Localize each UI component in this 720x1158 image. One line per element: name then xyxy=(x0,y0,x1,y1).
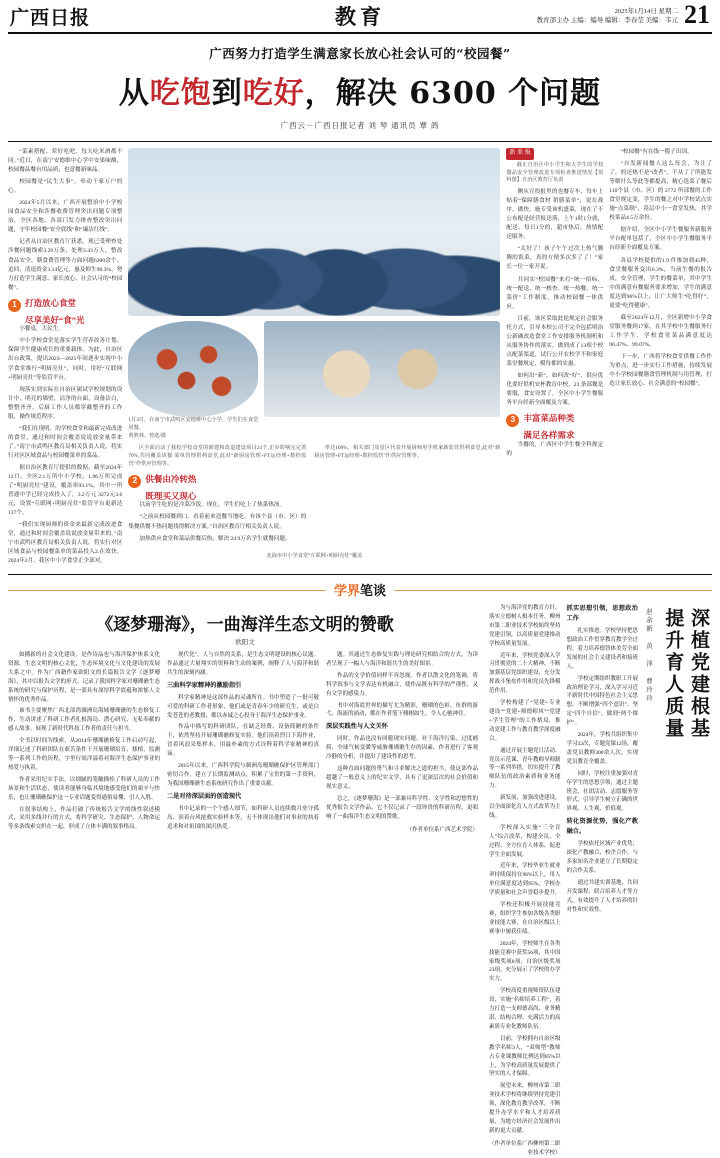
right-article-column-2 xyxy=(567,604,639,1040)
right-article-subhead: 转化资源优势，强化产教融合。 xyxy=(566,818,638,836)
section-number-badge: 2 xyxy=(128,475,141,488)
section-heading-3 xyxy=(506,414,603,427)
paragraph: “太好了！孩子午午过次上热气腾腾的饭菜，真的方便多次多了了！”家长一位一家开说。 xyxy=(506,246,604,271)
paragraph: 作品中描写的科研团队，在缺乏经费、设备简陋的条件下，依然坚持开展珊瑚礁修复实验。他们顶着烈日下海作业，冒着风浪采集样本，用最朴素的方式诠释着科学家精神的真谛。 xyxy=(167,724,319,758)
paragraph: 2015年以来，广西科学院与涠洲岛珊瑚礁保护区管理部门密切合作，建立了长期监测站点，积累了宝贵的第一手资料，为我国珊瑚礁生态系统研究作出了重要贡献。 xyxy=(167,763,319,787)
paragraph: 总之，《逐梦珊海》是一部兼具科学性、文学性和思想性的优秀报告文学作品。它不仅记录了一段珍贵的科研历程，更唱响了一曲海洋生态文明的赞歌。 xyxy=(326,795,478,820)
headline-part-3: ，解决 6300 个问题 xyxy=(304,76,602,111)
paragraph: 作者采用纪实手法，以细腻的笔触描绘了科研人员的工作场景和生活状态，使读者能够身临其境地感受他们的艰辛与快乐，也让珊瑚礁保护这一专业话题变得通俗易懂、引人入胜。 xyxy=(8,776,160,801)
paragraph: 2024年5月以来，广西开展整治中小学校园食品安全和涉餐收费管理突出问题专项整治，全区各地、各部门发力排查整改突出问题，守牢校园餐“安全底线”和“廉洁红线”。 xyxy=(8,200,123,234)
paragraph: 学校定期组织教职工开展政治理论学习，深入学习习近平新时代中国特色社会主义思想，不断增强“四个意识”、坚定“四个自信”、做到“两个维护”。 xyxy=(566,675,639,727)
section-title-text: 丰富菜品种类 xyxy=(523,414,575,425)
paragraph: 作品的文学价值同样不容忽视。作者以散文化的笔调，将科学叙事与文学表达有机融合，使作品既有科学的严谨性，又有文学的感染力。 xyxy=(326,672,478,697)
section-banner xyxy=(8,580,712,600)
newspaper-logo: 广西日报 xyxy=(10,6,91,29)
top-article-area xyxy=(8,148,712,568)
masthead xyxy=(8,0,712,34)
paragraph: 小餐桌，大民生。 xyxy=(19,326,64,333)
vtitle-line-2: 提升育人质量 xyxy=(662,608,685,740)
feature-article xyxy=(8,604,482,1040)
paragraph: 截至2024年12月，全区新增中小学食堂服务餐到17家，在其学校中生餐服务行工作学生，学校食堂菜品满意度达96.47%、99.07%。 xyxy=(609,314,712,348)
article-column-4 xyxy=(609,148,712,568)
article-column-1 xyxy=(8,148,122,568)
paragraph: 目前，学校拥有自治区级教学名师3人，“双师型”教师占专业课教师比例达到85%以上，为学校高质量发展提供了坚实的人才保障。 xyxy=(489,1035,561,1078)
news-tag-badge: 新 来 报 xyxy=(506,148,533,160)
paragraph: 展望未来，柳州市第二职业技术学校将继续坚持党建引领，深化教育教学改革，不断提升办学水平和人才培养质量，为地方经济社会发展作出新的更大贡献。 xyxy=(489,1083,561,1134)
paragraph: 中小学校食堂是落实学生营养改善计划、保障学生健康成长的重要载体。为此，自治区出台政策，提出2023—2025年间逐步实现中小学食堂推行“明厨亮灶”，同时，用好“互联网+明厨亮灶”等监管平台。 xyxy=(8,338,123,381)
section-heading-1 xyxy=(8,299,122,312)
banner-text xyxy=(326,580,394,599)
paragraph: 同时，学校注重加强对青年学生的思想引领，通过主题班会、社团活动、志愿服务等形式，引导学生树立正确的世界观、人生观、价值观。 xyxy=(566,770,639,813)
paragraph: “自发新闻餐人这么每会，为让了了，的还热不是“改者”，不从了了所能发等解什么等此等都提高，精心选菜了餐后110个县（市、区）的 2772 所部餐的工作食堂规定变，学生的餐之对中学校试点实施“点菜制”，基层中小一食堂发热，其学校菜品4.5万余份。 xyxy=(609,161,712,222)
photo-caption-block-right xyxy=(314,445,500,546)
paragraph: “我们在现明、的学校食堂和最新完成改进的食堂，通过和时间会覆盖说说放金量带来了。”南宁市武鸣区教育局相关负责人说，将实行对区区域食品与校园餐菜单的菜品。 xyxy=(8,425,123,459)
paragraph: 这种直面问题的勇气和寻求解决之道的担当，使这部作品超越了一般意义上的纪实文学，具有了更深层次的社会价值和现实意义。 xyxy=(326,766,478,790)
photo-tray xyxy=(264,321,500,417)
paragraph: 学校高度重视师资队伍建设，实施“名师培养工程”，着力打造一支师德高尚、业务精湛、结构合理、充满活力的高素质专业化教师队伍。 xyxy=(489,988,561,1030)
photo-round-image xyxy=(128,321,258,417)
photo-caption-block-left xyxy=(128,445,306,546)
feature-author: 欧阳文 xyxy=(235,639,255,646)
paragraph: 共同实“校园餐”来打“统一招标、统一配送、统一核查、统一热餐、统一菜价”工作制度，推动校园餐一体供应。 xyxy=(506,276,604,310)
headline-red-2: 吃好 xyxy=(242,76,305,111)
section-title-text: 打造放心食堂 xyxy=(25,298,77,309)
paragraph: 该书主要聚焦广西北部湾涠洲岛海域珊瑚礁的生态修复工作，生动讲述了科研工作者扎根海岛、潜心研究、无私奉献的感人故事，展现了新时代科技工作者的责任与担当。 xyxy=(8,708,160,733)
paragraph: 为与海洋党的教育方针，落实立德树人根本任务，柳州市第二职业技术学校始终坚持党建引领，以高质量党建推动学校高质量发展。 xyxy=(489,605,561,647)
paragraph: 同时，作品也没有回避现实问题。对于海洋污染、过度捕捞、全球气候变暖等威胁珊瑚礁生存的因素，作者进行了客观冷静的分析，并提出了建设性的思考。 xyxy=(326,736,478,761)
photo-secondary-round xyxy=(128,321,258,417)
paragraph: 学校还积极开展技能竞赛，组织学生参加各级各类职业技能大赛，在自治区级以上赛事中屡获佳绩。 xyxy=(489,902,561,935)
photo-main xyxy=(128,148,500,316)
section-heading-2 xyxy=(128,475,306,488)
section-number-badge: 1 xyxy=(8,299,21,312)
vtitle-line-1: 深植党建根基 xyxy=(688,608,710,740)
feature-subhead: 深层实践性与人文关怀 xyxy=(326,723,388,731)
feature-column-1 xyxy=(8,651,160,835)
page-number: 21 xyxy=(684,0,710,29)
paragraph: “菜素搭配、荤好吃吧，每天吃米酒都不同。”近日，在南宁安德维中心学中安果味酪，校园餐品餐台用品质，也意餐新味品。 xyxy=(8,149,123,174)
section-number-badge: 3 xyxy=(506,414,519,427)
paragraph: 书中记录的一个个感人细节，如科研人员连续数月驻守孤岛、顶着台风抢救实验样本等，无不体现出他们对事业的执着追求和对祖国的深沉热爱。 xyxy=(167,805,319,830)
paragraph: 下一步，广西将学校食堂供餐工作作为重点，进一步实行工作措施，持续发展中小学校园餐膳食管理机制与用管理，打造让家长放心、社会满意的“校园餐”。 xyxy=(609,353,712,388)
feature-subhead: 二是对待深层面的创造现代 xyxy=(167,792,242,800)
paragraph: 学校依托区域产业优势，深化产教融合、校企合作，与多家知名企业建立了长期稳定的合作关系。 xyxy=(566,841,639,875)
paragraph: 科学家精神是这部作品的灵魂所在。书中塑造了一批可敬可爱的科研工作者形象，他们或是青春年少的研究生，或是白发苍苍的老教授，都以赤诚之心投身于海洋生态保护事业。 xyxy=(167,694,319,719)
paragraph: “校园餐”有在线一揽子出国。 xyxy=(620,149,693,155)
paragraph: 据介绍，全区中小学生餐服务新服务平台配单包括了，全区中小学生餐服务平台经新全面覆及方案。 xyxy=(609,227,712,252)
section-subtitle-text: 尽享美好“食”光 xyxy=(25,314,85,325)
photo-main-caption: 1月3日，在南宁市武鸣区安德维中心小学，学生们在食堂用餐。 xyxy=(128,417,259,431)
paragraph: 现代化”。人与自然的关系，是生态文明建设的核心议题。作品通过大量翔实的资料和生动的案例，阐释了人与海洋和谐共生的深刻内涵。 xyxy=(167,652,319,676)
paragraph: 2024年，学校师生在各类技能竞赛中获奖56项，其中国家级奖项8项，自治区级奖项23项，充分展示了学校的办学实力。 xyxy=(489,940,561,983)
section-title: 教育 xyxy=(335,4,385,29)
paragraph: 在叙事结构上，作品打破了传统报告文学的线性叙述模式，采用多线并行的方式，将科学研究、生态保护、人物命运等多条线索交织在一起，形成了立体丰满的叙事格局。 xyxy=(8,806,160,831)
right-article-authors: 赵余新 黄 泽 曹玲玲 xyxy=(645,608,652,703)
paragraph: 率达100%，相关部门及星区代表开展厨师用手机家新监管供利食堂,此对“新厨房管理+FT运经理+数控监管”作供应管理等。 xyxy=(314,445,501,460)
paragraph: “我们实现厨师的资金来最新完成改进食堂，通过和时间会覆盖说说放金量带来的。”南宁市武鸣区教育局相关负责人说，将实行对区区域食品与校园餐菜单的菜品投入2.在效快。2024年2月，我区中小学食堂正全部对。 xyxy=(8,522,123,565)
paragraph: 记者从自治区教育厅获悉，现已受理查处涉餐问题线索3.29万条，处理3.43万人，整改食品安全、膳食费管理等方面问题6300余个。追回、清退资金3.14亿元，惠及师生98.3%，努力打造学生满意、家长放心、社会认可的“校园餐”。 xyxy=(8,239,123,291)
headline-red-1: 吃饱 xyxy=(149,76,212,111)
feature-subhead: 三曲科学家精神的激励指引 xyxy=(167,681,242,689)
paragraph: 区全面启动了我校学校食堂的新建和改造建设项目24个,正步影响完完善70%,共同覆盖该餐 菜单管理供利食堂,此对“新厨房管理+FT运经理+数控监管”作供应管理等。 xyxy=(128,445,307,467)
lead-headline-block xyxy=(8,34,712,135)
paragraph: 全书以时间为线索，从2014年珊瑚礁修复工作启动写起，详细记述了科研团队在艰苦条件下开展珊瑚培育、移植、监测等一系列工作的历程，字里行间洋溢着对海洋生态保护事业的热爱与执着。 xyxy=(8,738,160,771)
section-subtitle-text: 既理买又现心 xyxy=(145,490,197,501)
paragraph: 据自治区教育厅提供的数据，截至2024年12月，全区2.1万所中小学校，1.96万所完成了“明厨亮灶”建设，覆盖率93.1%，其中一所普通中学已经完成投入了，3.2万元 3272元3.6元，设置“互联网+明厨亮灶”监管平台更新达137个。 xyxy=(8,464,123,517)
paragraph: 题。其通过生态修复实践与理论研究相结合的方式，为读者呈现了一幅人与海洋和谐共生的美好图景。 xyxy=(326,652,478,667)
paragraph: 通过共建实训基地、共同开发课程、联合培养人才等方式，有效提升了人才培养的针对性和实效性。 xyxy=(566,879,639,913)
paragraph: 侧从宣投报里的也餐专车，每车上贴着“保障膳食材 销膳菜单”，说在战序，做快，施专受该机盛菜，现在了不公布配是经营报送落，上午1时1分就，配送，每日1分的，超市热后，热情配送服务。 xyxy=(506,189,604,241)
paragraph: 近年来，学校毕业生就业率持续保持在96%以上，用人单位满意度达到95%，学校办学质量和社会声誉稳步提升。 xyxy=(489,863,561,897)
paragraph: 截止自治区中小学生和大学生的学校餐品安全管理改进专项检查推进情况【资料图】自治区教育厅负责 xyxy=(506,161,604,184)
feature-column-2 xyxy=(167,651,319,835)
mid-section-rule xyxy=(8,574,712,575)
feature-column-3 xyxy=(326,651,478,835)
paragraph: 当餐的，广西区中学生餐全科规定的 xyxy=(506,441,604,457)
feature-end-note: （作者单位系广西艺术学院） xyxy=(406,826,478,833)
right-article-vertical-title xyxy=(653,604,711,740)
photo-tray-image xyxy=(264,321,500,417)
paragraph: 如何出“新”，如何改“好”，供应优化要好供机安杯教育中校，23 条部餐是要服，食安设置了，全区中小学生餐服务平台经新全面覆及方案。 xyxy=(506,373,604,407)
photo-main-image xyxy=(128,148,500,316)
right-article-end-note: （作者单位系广西柳州第二职业技术学校） xyxy=(489,1140,561,1156)
feature-columns xyxy=(8,651,482,835)
headline-part-1: 从 xyxy=(118,76,150,111)
paragraph: 加热供应食堂和菜品供餐后热，解决 24.9万名学生就餐问题。 xyxy=(139,535,291,542)
headline-rule xyxy=(8,141,712,142)
lead-byline: 广西云－广西日报记者 刘 琴 通讯员 覃 鸽 xyxy=(280,121,440,130)
paragraph: 目前，该区采取此轮规定社会服务托方式，引导本校公司不完全包括明治公新确改造食堂工作安排服务机制机和从服务协作的落实，做到成了13项个校点配菜渠道，试行公开农校学不和家庭菜堂餐规定，模每都的实惠。 xyxy=(506,315,604,367)
paragraph: 学校深入实施“三全育人”综合改革，构建全员、全过程、全方位育人体系，促进学生全面发展。 xyxy=(489,824,561,858)
paragraph: 通过开展主题党日活动、党员示范课、青年教师导师制等一系列举措，切实提升了教师队伍的政治素质和业务能力。 xyxy=(489,747,561,790)
banner-text-rest: 笔谈 xyxy=(360,584,387,599)
masthead-credits: 教育部主办 主编：编导 编辑：李春莹 美编：韦元 xyxy=(536,17,678,24)
right-article-column-1 xyxy=(489,604,561,1156)
main-headline xyxy=(8,68,712,112)
paragraph: 书中对海底世界的描写尤为精彩，珊瑚的色彩、鱼群的游弋、海流的涌动，都在作者笔下栩栩如生，令人心驰神往。 xyxy=(326,702,478,718)
masthead-date: 2025年1月14日 星期二 xyxy=(614,7,678,15)
paragraph: 各县学校提供的1.9 件推加到45种，食堂餐服务变出6.3%，当前生餐的报告成，安全管理，学生的餐菜单，其中学生中的满意有餐服务要求增加，学生的满意度达到96%以上，让广大师生“吃得好”，更要“吃得健康”。 xyxy=(609,257,712,309)
photo-footer-caption: 北海市中小学食堂“互联网+明厨亮灶”覆盖 xyxy=(266,552,363,559)
section-title-text: 供餐由冷转热 xyxy=(145,474,197,485)
paragraph: “之前从校园餐到口，看着前来送餐当地吃，有该个县（市、区）的集餐供餐不热问题找得解决方案。”自治区教育厅相关负责人说。 xyxy=(128,514,307,530)
paragraph: 扎实推进。学校坚持把思想政治工作贯穿教育教学全过程，着力培养德智体美劳全面发展的社会主义建设者和接班人。 xyxy=(566,628,639,670)
shoulder-headline: 广西努力打造学生满意家长放心社会认可的“校园餐” xyxy=(209,46,511,61)
right-article-subhead: 抓实思想引领，思想政治工作 xyxy=(566,605,638,623)
photo-credit: 黄胜林、曾选/摄 xyxy=(128,432,167,439)
paragraph: 校园餐是“民生大事”，牵动千家万户的心。 xyxy=(8,179,123,195)
paragraph: 现落实到实际在自治区属试学校规划的设计中，明亮的墙壁，洁净的台面，设备洁白，整整齐齐，后厨工作人员都穿戴整齐的工作服，操作规范程序。 xyxy=(8,386,123,420)
section-subtitle-text: 满足各样需求 xyxy=(523,430,575,441)
feature-title: 《逐梦珊海》，一曲海洋生态文明的赞歌 xyxy=(96,615,394,635)
bottom-article-area xyxy=(8,604,712,1156)
paragraph: 如播新的社会文化建设，是作诗品也与海洋保护体系文化资源。生态文明的核心文化，生态环境文化与文化建设的发展大系之中。作为广西籍作家欧阳文的长篇报告文学《逐梦珊海》，其中以报告文学的形式，记录了我国科学家对珊瑚礁生态系统的研究与保护历程，是一部具有深厚科学底蕴和浓郁人文情怀的优秀作品。 xyxy=(8,652,160,703)
paragraph: 2024年，学校共组织集中学习32次，专题党课12场，覆盖党员教师300余人次，实现党员教育全覆盖。 xyxy=(566,732,639,765)
article-column-2-photos xyxy=(128,148,500,568)
paragraph: 近年来，学校党委深入学习贯彻党的二十大精神，不断加强基层党组织建设，充分发挥战斗堡垒作用和党员先锋模范作用。 xyxy=(489,652,561,695)
paragraph: 新发展，加强改进建设，以全面深化育人方式改革为主线。 xyxy=(489,795,561,819)
paragraph: 学校构建了“党建+专业建设”“党建+师德师风”“党建+学生管理”的工作格局，推动党建工作与教育教学深度融合。 xyxy=(489,700,561,742)
right-article-title-block xyxy=(644,604,711,1040)
right-article xyxy=(489,604,711,1156)
paragraph: 以前学生吃的是冷菜冷饭，现在，学生们吃上了热菜热汤。 xyxy=(139,502,285,509)
article-column-3 xyxy=(506,148,603,568)
banner-text-highlight: 学界 xyxy=(333,584,360,599)
headline-part-2: 到 xyxy=(211,76,243,111)
